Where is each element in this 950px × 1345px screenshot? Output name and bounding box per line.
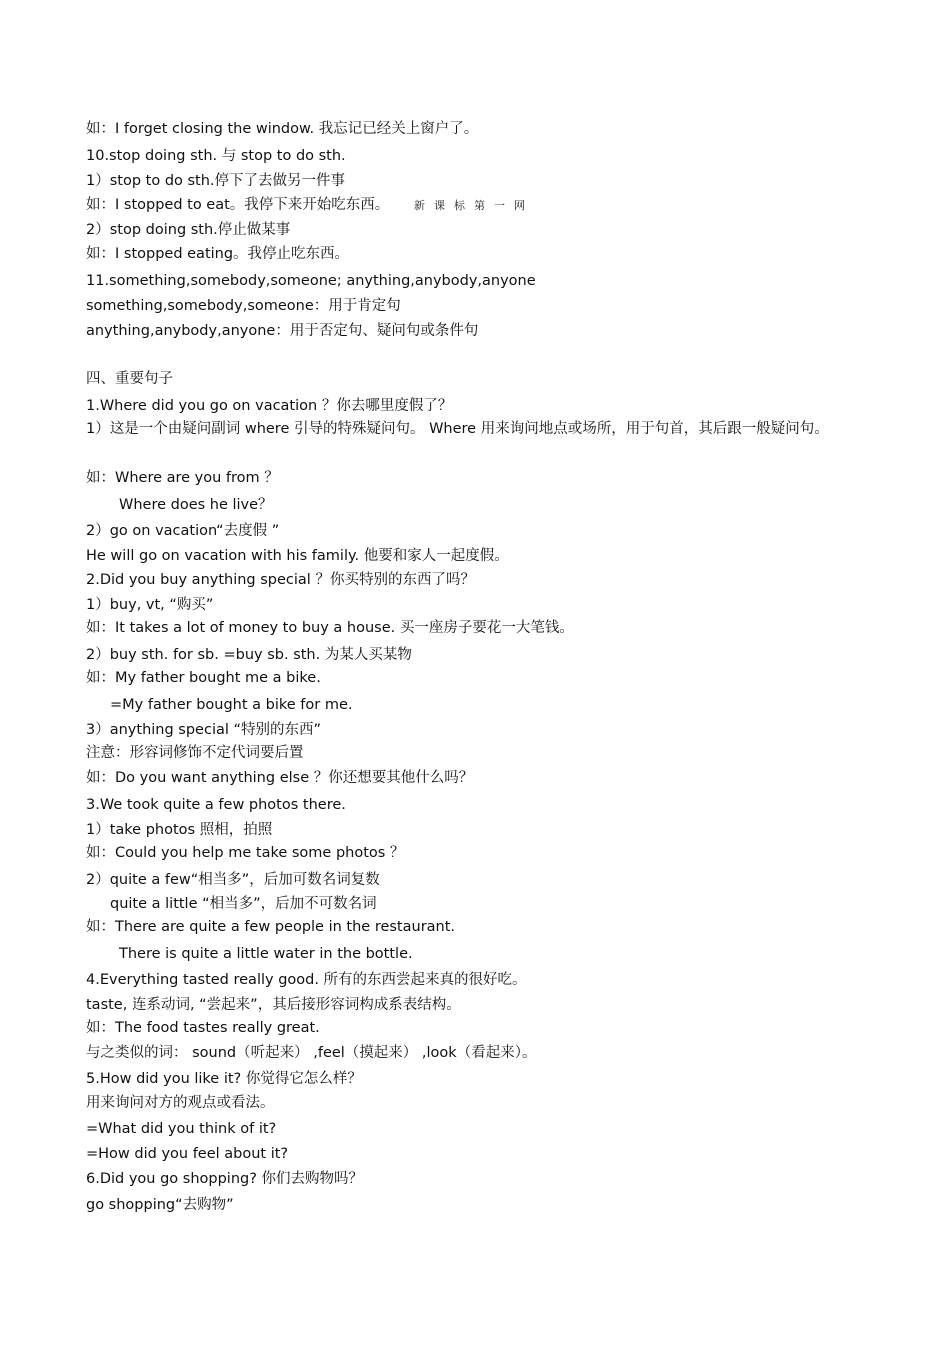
text-line: 3）anything special “特别的东西” — [86, 722, 322, 738]
text-line: 如：My father bought me a bike. — [86, 670, 321, 686]
text-line: 2）go on vacation“去度假 ” — [86, 523, 280, 539]
text-line: anything,anybody,anyone：用于否定句、疑问句或条件句 — [86, 323, 479, 339]
text-line: 3.We took quite a few photos there. — [86, 797, 346, 813]
section-heading: 四、重要句子 — [86, 371, 173, 387]
text-line: =How did you feel about it? — [86, 1146, 289, 1162]
text-line: 2）quite a few“相当多”，后加可数名词复数 — [86, 872, 380, 888]
text-line: =My father bought a bike for me. — [110, 697, 353, 713]
text-line: go shopping“去购物” — [86, 1197, 234, 1213]
text-line: 2）buy sth. for sb. =buy sb. sth. 为某人买某物 — [86, 647, 412, 663]
text-line: 4.Everything tasted really good. 所有的东西尝起来真的很好吃。 — [86, 972, 527, 988]
text-line: There is quite a little water in the bottle. — [119, 946, 413, 962]
watermark: 新课标第一网 — [414, 199, 534, 212]
text-line: 6.Did you go shopping? 你们去购物吗？ — [86, 1171, 364, 1187]
text-line: 如：Where are you from ？ — [86, 470, 279, 486]
text-line: 1）buy, vt, “购买” — [86, 597, 214, 613]
text-line: 如：Could you help me take some photos ？ — [86, 845, 405, 861]
text-line: 11.something,somebody,someone; anything,anybody,anyone — [86, 273, 536, 289]
text-line: 1）stop to do sth.停下了去做另一件事 — [86, 173, 346, 189]
text-line: He will go on vacation with his family. 他要和家人一起度假。 — [86, 548, 509, 564]
text-line: 注意：形容词修饰不定代词要后置 — [86, 745, 304, 761]
text-line: 10.stop doing sth. 与 stop to do sth. — [86, 148, 346, 164]
text-line: quite a little “相当多”，后加不可数名词 — [110, 896, 377, 912]
text-line: 如：It takes a lot of money to buy a house. 买一座房子要花一大笔钱。 — [86, 620, 574, 636]
text-line: =What did you think of it? — [86, 1121, 277, 1137]
text-line: 用来询问对方的观点或看法。 — [86, 1095, 275, 1111]
text-line: 1.Where did you go on vacation ？你去哪里度假了？ — [86, 398, 453, 414]
text-line: something,somebody,someone：用于肯定句 — [86, 298, 401, 314]
text-line: 5.How did you like it? 你觉得它怎么样？ — [86, 1071, 362, 1087]
text-line: 2.Did you buy anything special ？你买特别的东西了吗？ — [86, 572, 475, 588]
text-line: 如：The food tastes really great. — [86, 1020, 320, 1036]
text-line: taste, 连系动词, “尝起来”，其后接形容词构成系表结构。 — [86, 997, 461, 1013]
text-line: Where does he live？ — [119, 497, 273, 513]
text-line: 与之类似的词： sound（听起来） ,feel（摸起来） ,look（看起来）。 — [86, 1045, 537, 1061]
text-line: 如：I forget closing the window. 我忘记已经关上窗户了。 — [86, 121, 479, 137]
text-line: 如：There are quite a few people in the restaurant. — [86, 919, 456, 935]
text-line: 1）take photos 照相，拍照 — [86, 822, 273, 838]
text-line: 2）stop doing sth.停止做某事 — [86, 222, 291, 238]
text-line: 如：I stopped eating。我停止吃东西。 — [86, 246, 350, 262]
text-line: 如：Do you want anything else ？你还想要其他什么吗？ — [86, 770, 474, 786]
text-line: 如：I stopped to eat。我停下来开始吃东西。 — [86, 197, 390, 213]
text-paragraph: 1）这是一个由疑问副词 where 引导的特殊疑问句。 Where 用来询问地点或场所，用于句首，其后跟一般疑问句。 — [86, 421, 829, 437]
